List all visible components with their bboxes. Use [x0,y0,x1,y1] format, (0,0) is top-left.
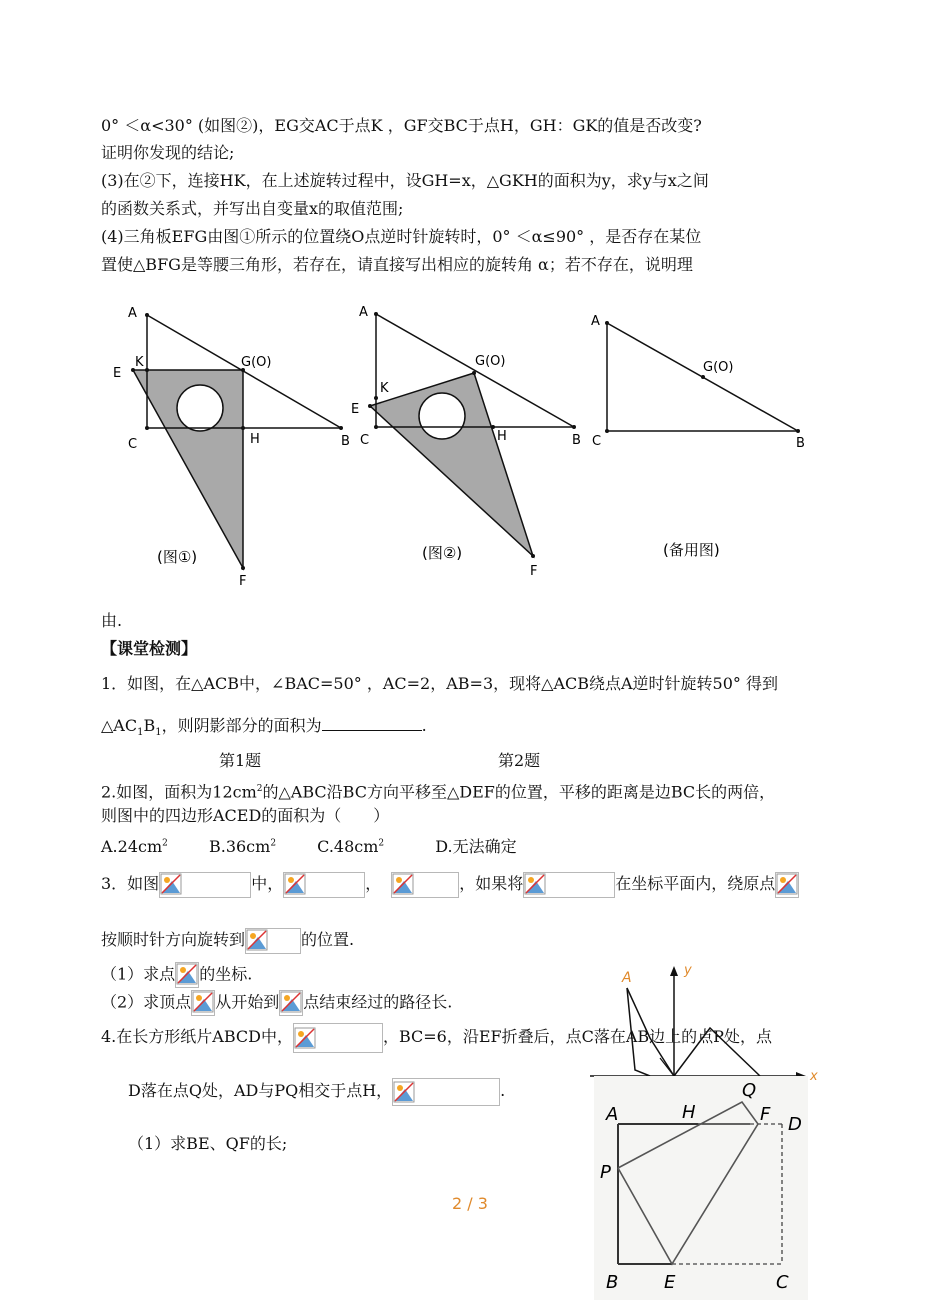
q3-line-1: 3．如图 中， ， ，如果将 在坐标平面内，绕原点 [101,871,799,898]
label-H-2: H [497,429,507,444]
q1-line-1: 1．如图，在△ACB中，∠BAC=50° ，AC=2，AB=3，现将△ACB绕点A逆时针旋转50° 得到 [101,674,778,693]
label-A: A [128,306,137,321]
option-b[interactable]: $B.36cm^2$ [208,837,277,857]
label-B: B [341,434,350,449]
rotation-figures [100,290,820,600]
label-B-3: B [796,436,805,451]
text-line-1: 0° ＜α<30° (如图②)，EG交AC于点K ，GF交BC于点H，GH：GK的值是否改变? [101,116,702,135]
label-P-q4: P [600,1162,611,1183]
label-G-3: G(O) [703,360,734,375]
q3-part-1: （1）求点 的坐标. [101,962,252,988]
q3-part-2: （2）求顶点 从开始到 点结束经过的路径长. [101,990,452,1016]
broken-image-icon [293,1023,383,1053]
figure-3-caption: (备用图) [663,541,720,559]
label-A-q4: A [606,1104,619,1125]
label-B-2: B [572,433,581,448]
answer-blank[interactable] [322,716,422,731]
label-K-2: K [380,381,389,396]
broken-image-icon [245,928,301,954]
figure-3 [591,314,805,559]
label-x-axis: x [810,1069,818,1084]
label-E-2: E [351,402,360,417]
caption-q1: 第1题 [219,751,262,770]
q3-line-2: 按顺时针方向旋转到 的位置. [101,927,354,954]
label-H-q4: H [682,1102,696,1123]
label-y-axis: y [684,963,692,978]
q4-line-1: 4.在长方形纸片ABCD中， ，BC=6，沿EF折叠后，点C落在AB边上的点P处，点 [101,1022,772,1053]
broken-image-icon [392,1078,500,1106]
broken-image-icon [159,872,251,898]
section-title: 【课堂检测】 [101,639,198,658]
label-E: E [113,366,122,381]
q4-part-1: （1）求BE、QF的长; [128,1134,288,1153]
q2-line-2: 则图中的四边形ACED的面积为（ ） [101,806,390,825]
figure-1-caption: (图①) [157,548,198,566]
text-line-2: 证明你发现的结论; [101,143,235,162]
q4-fold-figure [590,1074,815,1300]
label-G-2: G(O) [475,354,506,369]
label-Q-q4: Q [742,1080,757,1101]
label-E-q4: E [664,1272,676,1293]
text-line-7: 由. [101,611,123,630]
broken-image-icon [279,990,303,1016]
page-number: 2 / 3 [452,1194,488,1213]
label-F-2: F [530,564,538,579]
broken-image-icon [391,872,459,898]
label-A-orange: A [622,970,632,986]
option-d[interactable]: D.无法确定 [435,837,517,857]
text-line-6: 置使△BFG是等腰三角形，若存在，请直接写出相应的旋转角 α；若不存在，说明理 [101,255,693,274]
broken-image-icon [523,872,615,898]
option-a[interactable]: $A.24cm^2$ [101,837,168,857]
label-F-q4: F [760,1104,771,1125]
q4-line-2: D落在点Q处，AD与PQ相交于点H， . [128,1076,505,1106]
circle-hole-2 [419,393,465,439]
label-C: C [128,437,138,452]
broken-image-icon [175,962,199,988]
label-C-2: C [360,433,370,448]
broken-image-icon [191,990,215,1016]
label-A-2: A [359,305,368,320]
q2-options [101,834,517,857]
broken-image-icon [283,872,365,898]
label-F: F [239,574,247,589]
figure-2 [351,305,581,579]
label-C-q4: C [776,1272,789,1293]
caption-q2: 第2题 [498,751,541,770]
circle-hole [177,385,223,431]
label-B-q4: B [606,1272,619,1293]
label-D-q4: D [788,1114,802,1135]
text-line-5: (4)三角板EFG由图①所示的位置绕O点逆时针旋转时，0° ＜α≤90° ，是否存在某位 [101,227,702,246]
option-c[interactable]: $C.48cm^2$ [317,837,385,857]
text-line-4: 的函数关系式，并写出自变量x的取值范围; [101,199,404,218]
figure-1 [113,306,350,589]
text-line-3: (3)在②下，连接HK，在上述旋转过程中，设GH=x，△GKH的面积为y，求y与x之间 [101,171,709,190]
broken-image-icon [775,872,799,898]
label-G: G(O) [241,355,272,370]
label-K: K [135,355,144,370]
figure-2-caption: (图②) [422,544,463,562]
label-A-3: A [591,314,600,329]
q1-line-2: $\triangle AC_1B_1$，则阴影部分的面积为 . [101,716,427,739]
label-C-3: C [592,434,602,449]
q2-line-1: 2.如图，面积为$12cm^2$的△ABC沿BC方向平移至△DEF的位置，平移的距离是边BC长的两倍， [101,782,776,802]
label-H: H [250,432,260,447]
